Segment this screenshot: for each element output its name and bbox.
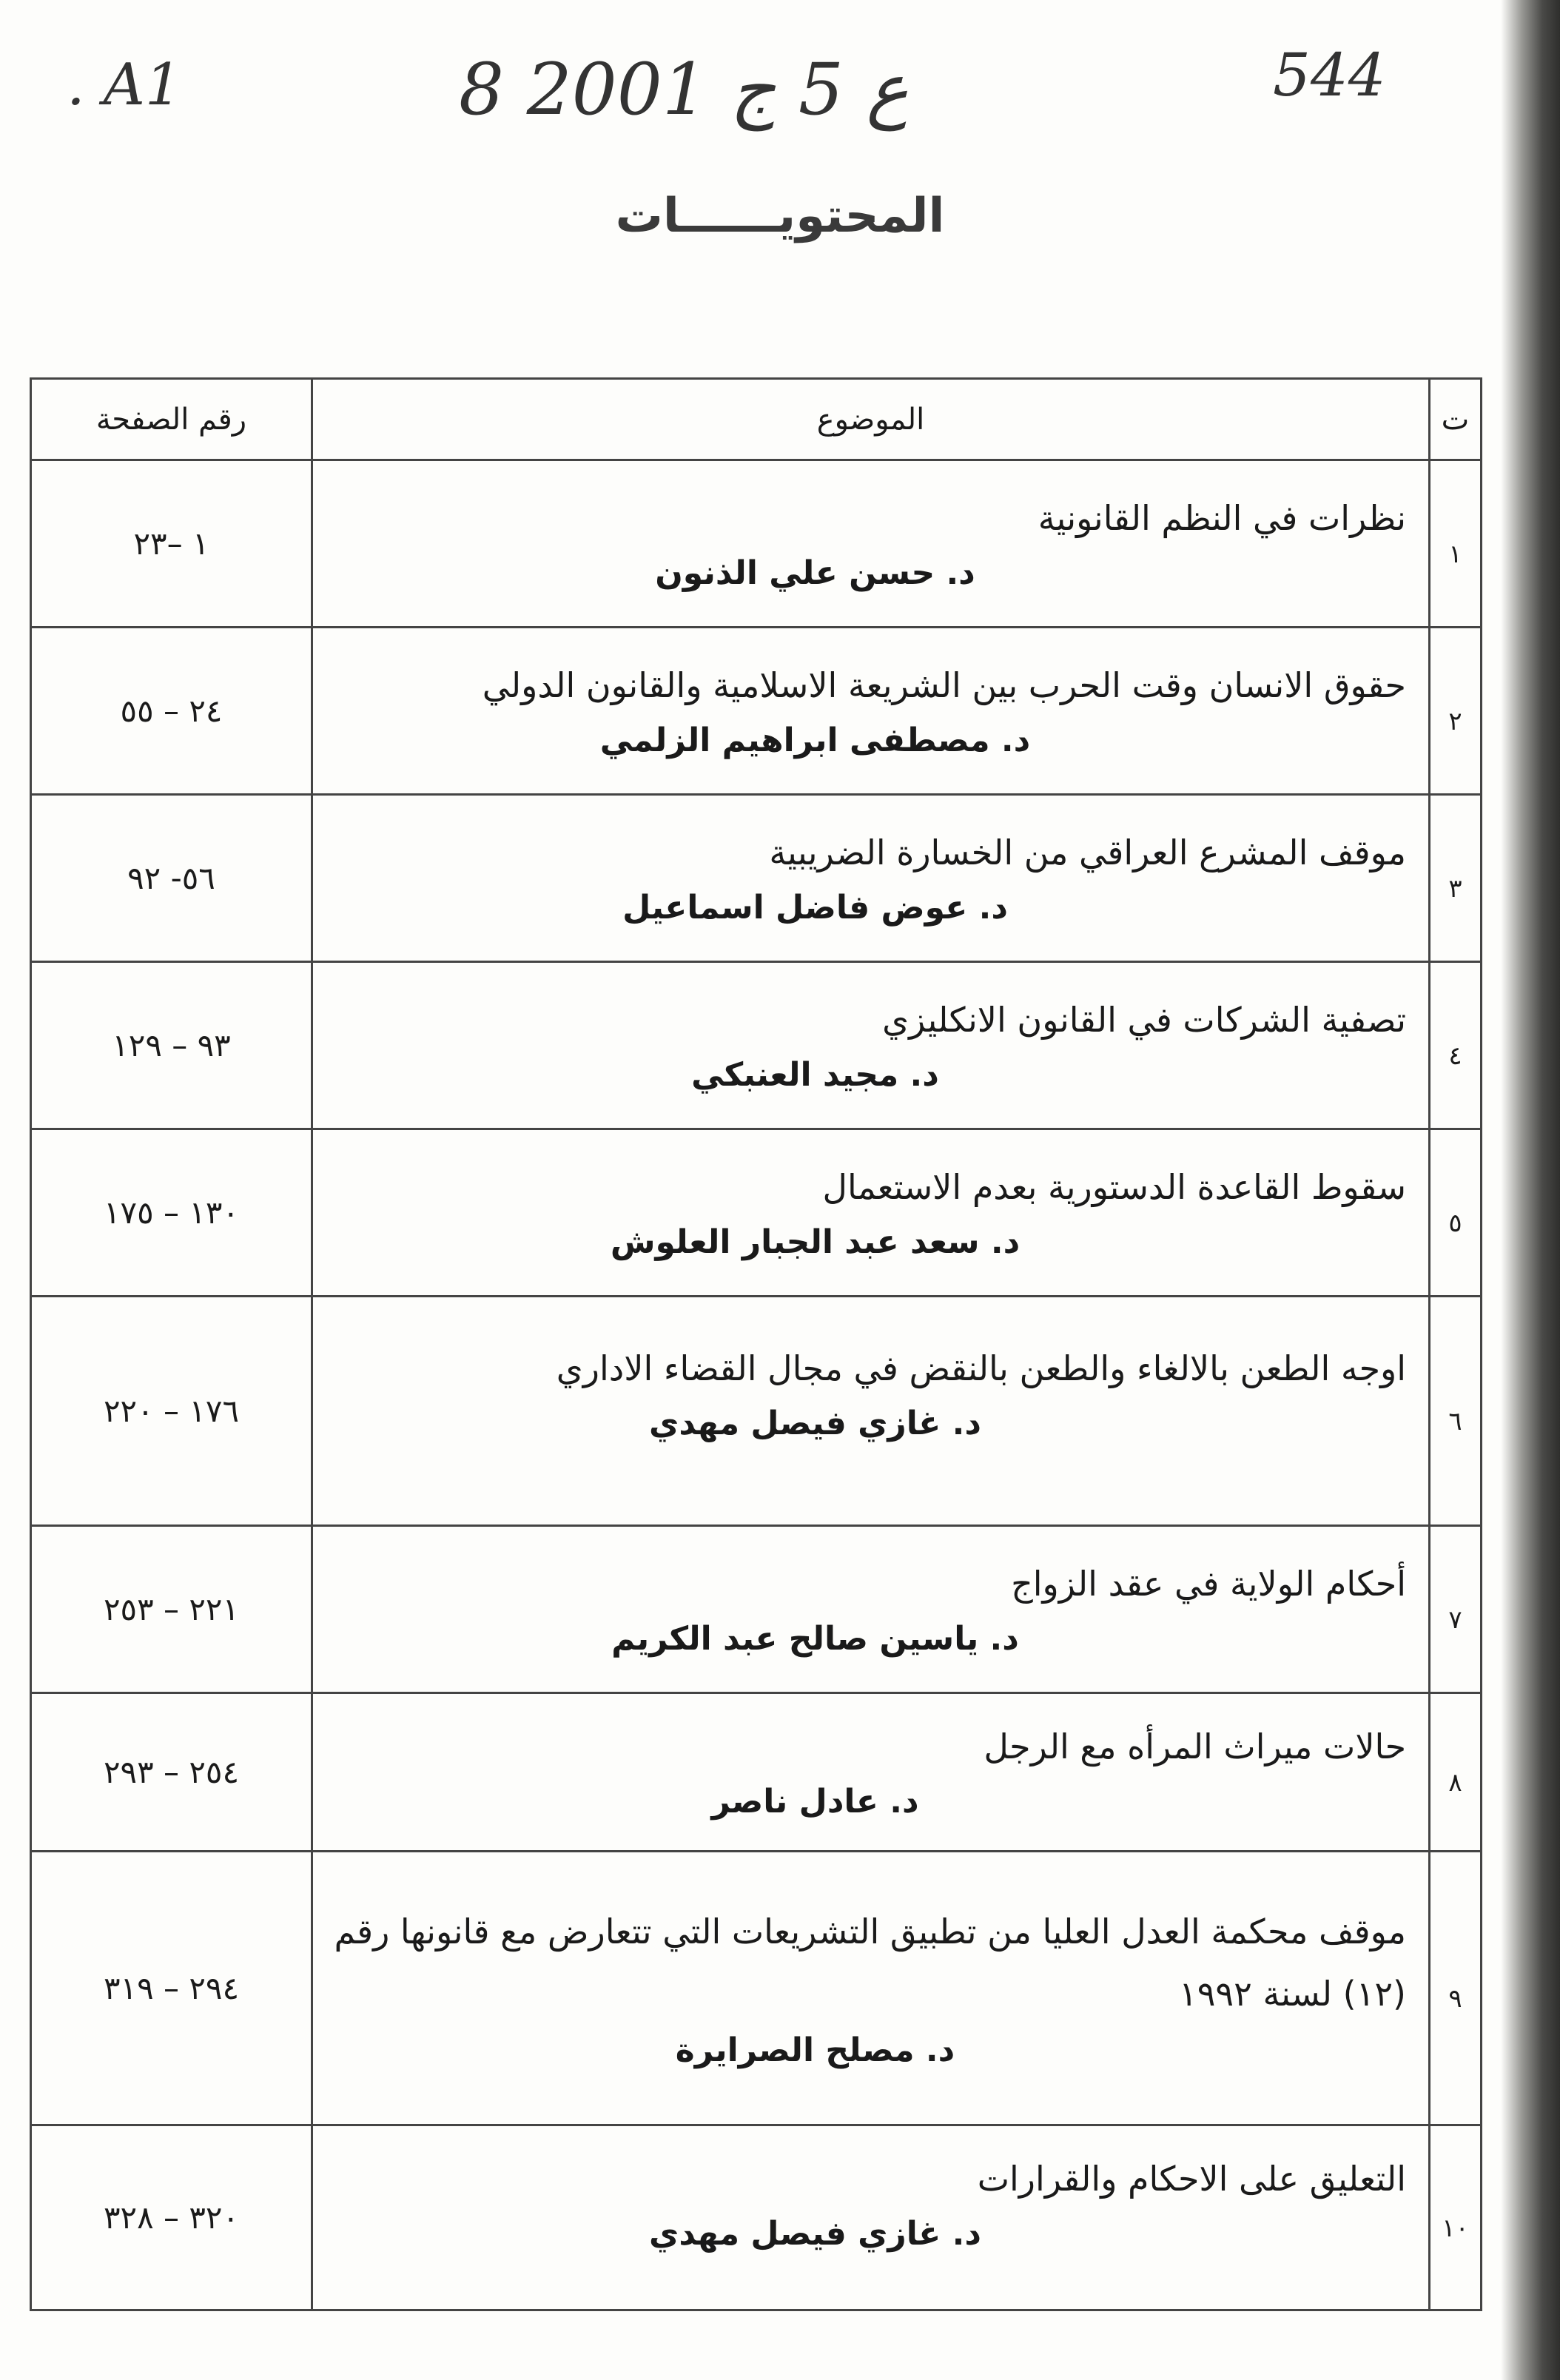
article-title: موقف محكمة العدل العليا من تطبيق التشريعات التي تتعارض مع قانونها رقم (١٢) لسنة ١٩٩٢ [334, 1911, 1406, 2014]
table-row [31, 1129, 1482, 1297]
handwritten-note-left: . A1 [67, 52, 182, 118]
row-topic [312, 795, 1430, 962]
row-topic [312, 962, 1430, 1129]
page-range: ١٧٦ – ٢٢٠ [31, 1297, 312, 1526]
article-title: موقف المشرع العراقي من الخسارة الضريبية [769, 832, 1406, 873]
article-title: أحكام الولاية في عقد الزواج [1011, 1563, 1406, 1604]
article-title: حقوق الانسان وقت الحرب بين الشريعة الاسلامية والقانون الدولي [482, 665, 1406, 705]
page-range: ٣٢٠ – ٣٢٨ [31, 2125, 312, 2310]
page-range: ١٣٠ – ١٧٥ [31, 1129, 312, 1297]
page-range: ١ –٢٣ [31, 460, 312, 628]
table-row [31, 460, 1482, 628]
row-number: ٣ [1430, 795, 1482, 962]
header-number: ت [1430, 379, 1482, 460]
article-author: د. سعد عبد الجبار العلوش [610, 1223, 1021, 1261]
table-row [31, 795, 1482, 962]
table-row [31, 1297, 1482, 1526]
row-topic [312, 2125, 1430, 2310]
article-author: د. غازي فيصل مهدي [649, 2214, 981, 2253]
article-author: د. مصطفى ابراهيم الزلمي [599, 721, 1031, 759]
row-number: ١٠ [1430, 2125, 1482, 2310]
page-title: المحتويــــــات [615, 189, 945, 243]
row-number: ١ [1430, 460, 1482, 628]
header-topic: الموضوع [312, 379, 1430, 460]
page-range: ٥٦- ٩٢ [31, 795, 312, 962]
page-range: ٢٤ – ٥٥ [31, 628, 312, 795]
page-range: ٢٢١ – ٢٥٣ [31, 1526, 312, 1693]
handwritten-date-note: 8 ع 5 ج 2001 [459, 48, 909, 131]
row-number: ٧ [1430, 1526, 1482, 1693]
page-range: ٢٩٤ – ٣١٩ [31, 1852, 312, 2125]
article-author: د. عوض فاضل اسماعيل [622, 888, 1008, 927]
table-row [31, 1852, 1482, 2125]
page-range: ٩٣ – ١٢٩ [31, 962, 312, 1129]
article-title: حالات ميراث المرأه مع الرجل [984, 1726, 1406, 1766]
article-title: تصفية الشركات في القانون الانكليزي [882, 999, 1406, 1040]
row-number: ٨ [1430, 1693, 1482, 1852]
table-row [31, 1693, 1482, 1852]
article-title: التعليق على الاحكام والقرارات [977, 2158, 1406, 2199]
table-row [31, 1526, 1482, 1693]
row-topic [312, 460, 1430, 628]
row-number: ٩ [1430, 1852, 1482, 2125]
article-author: د. مجيد العنبكي [691, 1055, 939, 1094]
handwritten-note-right: 544 [1273, 41, 1386, 110]
article-title: نظرات في النظم القانونية [1038, 497, 1406, 538]
table-row [31, 628, 1482, 795]
row-number: ٤ [1430, 962, 1482, 1129]
row-topic [312, 1526, 1430, 1693]
row-number: ٢ [1430, 628, 1482, 795]
table-header-row [31, 379, 1482, 460]
header-pages: رقم الصفحة [31, 379, 312, 460]
article-author: د. ياسين صالح عبد الكريم [611, 1619, 1019, 1658]
page-range: ٢٥٤ – ٢٩٣ [31, 1693, 312, 1852]
table-row [31, 2125, 1482, 2310]
row-number: ٥ [1430, 1129, 1482, 1297]
article-author: د. حسن علي الذنون [655, 554, 975, 592]
row-topic [312, 1129, 1430, 1297]
article-author: د. مصلح الصرايرة [675, 2031, 955, 2069]
table-row [31, 962, 1482, 1129]
row-topic [312, 1852, 1430, 2125]
article-title: سقوط القاعدة الدستورية بعدم الاستعمال [822, 1166, 1406, 1207]
article-title: اوجه الطعن بالالغاء والطعن بالنقض في مجال القضاء الاداري [556, 1348, 1406, 1388]
contents-table [30, 377, 1482, 2311]
scan-binding-edge [1501, 0, 1560, 2380]
row-number: ٦ [1430, 1297, 1482, 1526]
article-author: د. غازي فيصل مهدي [649, 1404, 981, 1442]
row-topic [312, 628, 1430, 795]
article-author: د. عادل ناصر [711, 1782, 919, 1821]
row-topic [312, 1693, 1430, 1852]
row-topic [312, 1297, 1430, 1526]
